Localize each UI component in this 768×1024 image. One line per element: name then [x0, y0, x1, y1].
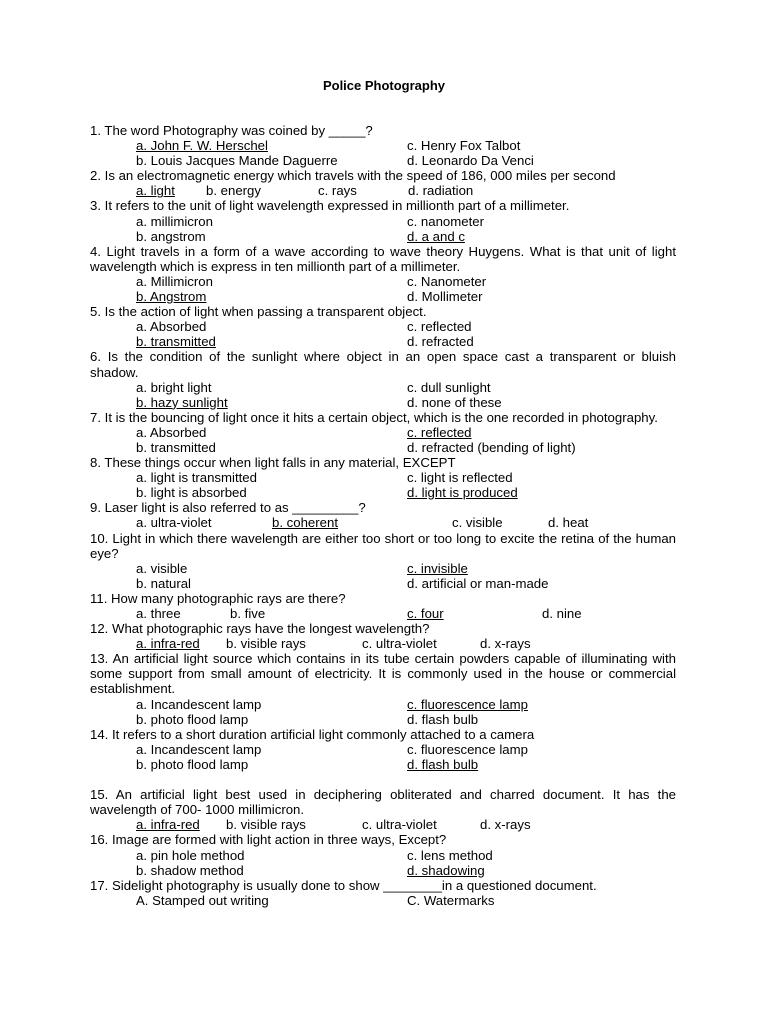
option-b: b. photo flood lamp [136, 756, 249, 772]
option-a: a. Millimicron [136, 273, 213, 289]
options-row [90, 848, 676, 863]
option-b: b. visible rays [226, 636, 306, 652]
option-d: d. light is produced [407, 485, 518, 501]
question-9: 9. Laser light is also referred to as _________? [90, 500, 366, 516]
option-c: c. fluorescence lamp [407, 741, 528, 757]
option-d: d. nine [542, 606, 582, 621]
question-16: 16. Image are formed with light action in three ways, Except? [90, 832, 447, 848]
option-c: c. rays [318, 183, 357, 199]
option-b: b. energy [206, 183, 261, 199]
options-row [90, 606, 676, 621]
question-12: 12. What photographic rays have the longest wavelength? [90, 621, 430, 637]
option-b: b. transmitted [136, 439, 216, 455]
option-b: b. five [230, 606, 266, 621]
option-a: a. Incandescent lamp [136, 741, 262, 757]
option-d: d. shadowing [407, 862, 485, 878]
question-11: 11. How many photographic rays are there? [90, 590, 346, 606]
option-a: a. pin hole method [136, 847, 245, 863]
option-d: d. none of these [407, 394, 502, 410]
option-a: a. light is transmitted [136, 470, 257, 486]
question-3: 3. It refers to the unit of light wavelength expressed in millionth part of a millimeter. [90, 198, 570, 214]
option-a: a. light [136, 183, 175, 199]
option-c: c. nanometer [407, 213, 484, 229]
option-a: a. Absorbed [136, 424, 207, 440]
option-d: d. refracted [407, 334, 474, 350]
options-row [90, 153, 676, 168]
option-a: a. Incandescent lamp [136, 696, 262, 712]
option-c: c. dull sunlight [407, 379, 491, 395]
option-d: d. Mollimeter [407, 289, 483, 305]
option-c: c. reflected [407, 424, 472, 440]
options-row [90, 817, 676, 832]
question-2: 2. Is an electromagnetic energy which travels with the speed of 186, 000 miles per second [90, 168, 616, 184]
question-13: 13. An artificial light source which contains in its tube certain powders capable of illuminating with some support from small amount of electricity. It is commonly used in the house or commercial establishment. [90, 651, 676, 697]
option-c: c. reflected [407, 319, 472, 335]
option-a: a. millimicron [136, 213, 213, 229]
options-row [90, 576, 676, 591]
options-row [90, 697, 676, 712]
options-row [90, 893, 676, 908]
question-6: 6. Is the condition of the sunlight where object in an open space cast a transparent or bluish shadow. [90, 349, 676, 380]
option-b: b. visible rays [226, 817, 306, 833]
options-row [90, 561, 676, 576]
option-c: c. visible [452, 515, 503, 531]
options-row [90, 712, 676, 727]
option-c: c. lens method [407, 847, 493, 863]
option-d: d. heat [548, 515, 589, 531]
options-row [90, 757, 676, 772]
question-5: 5. Is the action of light when passing a transparent object. [90, 304, 427, 320]
option-d: d. radiation [408, 183, 474, 199]
option-b: b. natural [136, 575, 191, 591]
question-15: 15. An artificial light best used in deciphering obliterated and charred document. It has the wavelength of 700- 1000 millimicron. [90, 787, 676, 818]
question-1: 1. The word Photography was coined by _____? [90, 123, 373, 138]
option-a: a. John F. W. Herschel [136, 138, 268, 154]
question-8: 8. These things occur when light falls in any material, EXCEPT [90, 455, 456, 471]
option-a: a. three [136, 606, 181, 621]
option-b: b. transmitted [136, 334, 216, 350]
option-a: a. infra-red [136, 817, 200, 833]
option-c: c. light is reflected [407, 470, 513, 486]
option-c: c. ultra-violet [362, 817, 437, 833]
option-b: b. Angstrom [136, 289, 207, 305]
option-d: d. artificial or man-made [407, 575, 549, 591]
options-row [90, 319, 676, 334]
page-title: Police Photography [322, 78, 446, 93]
option-d: d. flash bulb [407, 756, 479, 772]
option-b: b. coherent [272, 515, 338, 531]
options-row [90, 440, 676, 455]
option-a: a. infra-red [136, 636, 200, 652]
option-d: d. x-rays [480, 817, 531, 833]
options-row [90, 515, 676, 530]
option-a: a. ultra-violet [136, 515, 212, 531]
option-c: c. invisible [407, 560, 468, 576]
question-7: 7. It is the bouncing of light once it hits a certain object, which is the one recorded in photography. [90, 409, 658, 425]
option-a: a. visible [136, 560, 188, 576]
option-c: c. Henry Fox Talbot [407, 138, 521, 154]
question-14: 14. It refers to a short duration artificial light commonly attached to a camera [90, 726, 535, 742]
option-c: c. ultra-violet [362, 636, 437, 652]
option-d: d. flash bulb [407, 711, 479, 727]
options-row [90, 636, 676, 651]
question-list [90, 123, 676, 908]
option-c: C. Watermarks [407, 892, 495, 908]
option-d: d. Leonardo Da Venci [407, 153, 534, 169]
question-17: 17. Sidelight photography is usually done to show ________in a questioned document. [90, 877, 597, 893]
option-b: b. angstrom [136, 228, 206, 244]
option-d: d. refracted (bending of light) [407, 439, 576, 455]
options-row [90, 138, 676, 153]
options-row [90, 863, 676, 878]
blank-line [90, 772, 676, 787]
option-b: b. Louis Jacques Mande Daguerre [136, 153, 338, 169]
options-row [90, 742, 676, 757]
option-c: c. fluorescence lamp [407, 696, 528, 712]
options-row [90, 289, 676, 304]
options-row [90, 485, 676, 500]
option-d: d. x-rays [480, 636, 531, 652]
options-row [90, 183, 676, 198]
question-10: 10. Light in which there wavelength are either too short or too long to excite the retina of the human eye? [90, 530, 676, 561]
option-b: b. photo flood lamp [136, 711, 249, 727]
option-b: b. light is absorbed [136, 485, 247, 501]
options-row [90, 274, 676, 289]
option-a: a. bright light [136, 379, 212, 395]
options-row [90, 395, 676, 410]
option-a: A. Stamped out writing [136, 892, 269, 908]
option-b: b. hazy sunlight [136, 394, 228, 410]
option-b: b. shadow method [136, 862, 244, 878]
options-row [90, 229, 676, 244]
options-row [90, 425, 676, 440]
option-d: d. a and c [407, 228, 465, 244]
question-4: 4. Light travels in a form of a wave according to wave theory Huygens. What is that unit of light wavelength which is express in ten millionth part of a millimeter. [90, 243, 676, 274]
options-row [90, 214, 676, 229]
options-row [90, 334, 676, 349]
option-c: c. Nanometer [407, 273, 487, 289]
options-row [90, 470, 676, 485]
option-a: a. Absorbed [136, 319, 207, 335]
options-row [90, 380, 676, 395]
option-c: c. four [407, 606, 444, 621]
